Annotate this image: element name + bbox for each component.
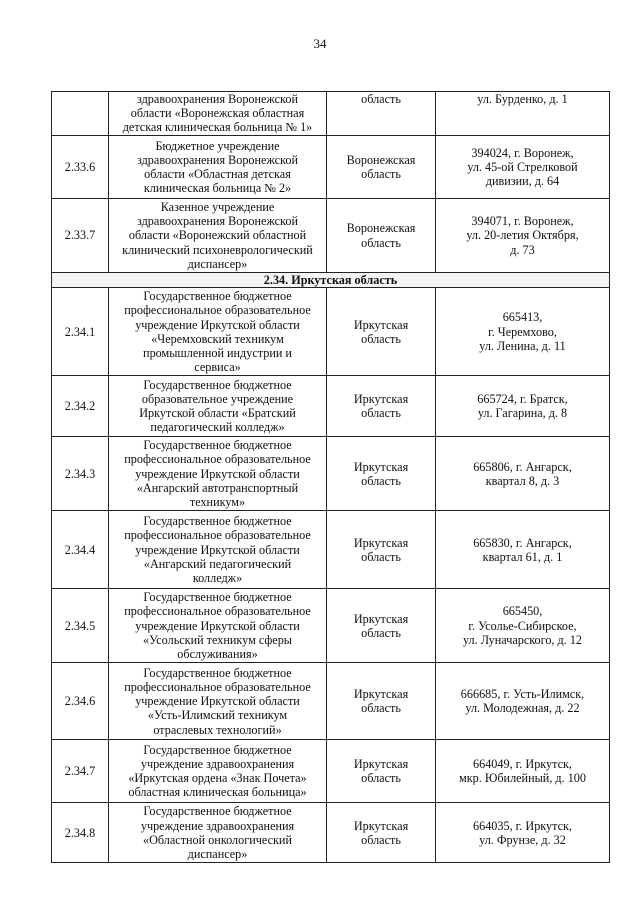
cell-text-line: Воронежская — [346, 152, 416, 167]
table-row — [52, 589, 610, 663]
table-row — [52, 740, 610, 803]
region-cell — [327, 136, 436, 199]
region-cell — [327, 663, 436, 740]
cell-text-line: Государственное бюджетное — [143, 514, 292, 529]
cell-text-line: Воронежская — [346, 221, 416, 236]
row-number-cell: 2.33.7 — [52, 199, 109, 273]
cell-text-line: Государственное бюджетное — [143, 804, 292, 819]
institution-name-cell — [109, 589, 327, 663]
address-cell — [436, 511, 610, 589]
page-number: 34 — [313, 36, 327, 51]
cell-text-line: обслуживания» — [177, 647, 258, 661]
cell-text-line: учреждение Иркутской области — [135, 317, 300, 332]
cell-text-line: здравоохранения Воронежской — [137, 92, 298, 106]
cell-text-line: 665413, — [502, 310, 543, 325]
cell-text-line: область — [361, 701, 401, 716]
cell-text-line: колледж» — [192, 571, 243, 585]
cell-text-line: область — [361, 625, 401, 640]
cell-text-line: 665806, г. Ангарск, — [473, 459, 572, 474]
cell-text-line: учреждение Иркутской области — [135, 694, 300, 709]
table-row — [52, 288, 610, 376]
institution-name-cell — [109, 437, 327, 511]
cell-text-line: г. Черемхово, — [488, 324, 557, 339]
cell-text-line: «Ангарский автотранспортный — [136, 480, 299, 495]
cell-text-line: д. 73 — [510, 242, 535, 257]
institution-name-cell — [109, 740, 327, 803]
cell-text-line: Государственное бюджетное — [143, 438, 292, 453]
cell-text-line: ул. Луначарского, д. 12 — [462, 632, 583, 647]
cell-text-line: Государственное бюджетное — [143, 289, 292, 304]
cell-text-line: профессиональное образовательное — [124, 452, 311, 467]
row-number-cell — [52, 92, 109, 136]
address-cell — [436, 740, 610, 803]
cell-text-line: квартал 8, д. 3 — [485, 473, 560, 488]
cell-text-line: ул. Гагарина, д. 8 — [477, 406, 568, 421]
table-row — [52, 136, 610, 199]
cell-text-line: ул. Ленина, д. 11 — [479, 338, 566, 353]
cell-text-line: промышленной индустрии и — [143, 345, 292, 360]
region-cell — [327, 589, 436, 663]
cell-text-line: область — [361, 167, 401, 181]
cell-text-line: Государственное бюджетное — [143, 665, 292, 680]
region-cell — [327, 199, 436, 273]
cell-text-line: Иркутская — [353, 392, 409, 406]
cell-text-line: «Усть-Илимский техникум — [147, 708, 288, 723]
cell-text-line: «Ангарский педагогический — [143, 556, 292, 571]
cell-text-line: «Черемховский техникум — [151, 331, 284, 346]
cell-text-line: педагогический колледж» — [150, 420, 285, 435]
cell-text-line: здравоохранения Воронежской — [137, 214, 298, 229]
cell-text-line: Иркутская — [353, 317, 409, 332]
cell-text-line: профессиональное образовательное — [124, 528, 311, 543]
cell-text-line: «Областной онкологический — [143, 832, 292, 847]
cell-text-line: 665724, г. Братск, — [477, 392, 568, 406]
address-cell — [436, 199, 610, 273]
institution-name-cell — [109, 663, 327, 740]
cell-text-line: сервиса» — [194, 360, 241, 375]
cell-text-line: область — [361, 771, 401, 786]
cell-text-line: области «Областная детская — [144, 167, 291, 181]
institution-name-cell — [109, 511, 327, 589]
cell-text-line: Государственное бюджетное — [143, 377, 292, 392]
cell-text-line: образовательное учреждение — [141, 392, 294, 406]
row-number-cell: 2.34.1 — [52, 288, 109, 376]
address-cell — [436, 589, 610, 663]
institution-name-cell — [109, 288, 327, 376]
cell-text-line: учреждение здравоохранения — [140, 757, 295, 771]
cell-text-line: профессиональное образовательное — [124, 604, 311, 619]
section-header-group — [52, 273, 610, 288]
cell-text-line: Бюджетное учреждение — [155, 138, 280, 153]
row-number-cell: 2.34.3 — [52, 437, 109, 511]
cell-text-line: 664035, г. Иркутск, — [473, 818, 572, 833]
cell-text-line: клиническая больница № 2» — [143, 181, 292, 196]
table-body-voronezh — [52, 92, 610, 273]
cell-text-line: ул. Молодежная, д. 22 — [465, 701, 580, 716]
cell-text-line: профессиональное образовательное — [124, 679, 311, 694]
registry-table — [51, 91, 610, 863]
region-cell — [327, 803, 436, 863]
cell-text-line: область — [361, 406, 401, 421]
region-cell — [327, 376, 436, 437]
cell-text-line: 394024, г. Воронеж, — [471, 145, 574, 160]
table-row — [52, 511, 610, 589]
cell-text-line: клинический психоневрологический — [122, 242, 313, 257]
cell-text-line: Иркутская — [353, 611, 409, 626]
institution-name-cell — [109, 376, 327, 437]
cell-text-line: Государственное бюджетное — [143, 742, 292, 757]
region-cell — [327, 288, 436, 376]
region-cell — [327, 92, 436, 136]
row-number-cell: 2.34.6 — [52, 663, 109, 740]
cell-text-line: Иркутская — [353, 818, 409, 833]
cell-text-line: мкр. Юбилейный, д. 100 — [459, 771, 586, 786]
cell-text-line: 394071, г. Воронеж, — [471, 214, 574, 229]
cell-text-line: области «Воронежский областной — [128, 228, 307, 243]
table-row — [52, 92, 610, 136]
address-cell — [436, 663, 610, 740]
region-cell — [327, 511, 436, 589]
table-row — [52, 803, 610, 863]
cell-text-line: области «Воронежская областная — [130, 106, 305, 121]
institution-name-cell — [109, 199, 327, 273]
cell-text-line: ул. 20-летия Октября, — [466, 228, 579, 243]
cell-text-line: область — [361, 92, 401, 106]
address-cell — [436, 376, 610, 437]
cell-text-line: дивизии, д. 64 — [485, 174, 560, 189]
cell-text-line: диспансер» — [187, 846, 248, 861]
table-row — [52, 437, 610, 511]
cell-text-line: «Усольский техникум сферы — [143, 632, 292, 647]
cell-text-line: ул. 45-ой Стрелковой — [467, 159, 578, 174]
institution-name-cell — [109, 803, 327, 863]
table-row — [52, 663, 610, 740]
cell-text-line: 666685, г. Усть-Илимск, — [460, 687, 585, 701]
cell-text-line: Казенное учреждение — [160, 199, 275, 214]
table-row — [52, 199, 610, 273]
cell-text-line: 665830, г. Ангарск, — [473, 535, 572, 550]
cell-text-line: Иркутская — [353, 757, 409, 771]
row-number-cell: 2.34.2 — [52, 376, 109, 437]
row-number-cell: 2.34.5 — [52, 589, 109, 663]
address-cell — [436, 136, 610, 199]
cell-text-line: 664049, г. Иркутск, — [473, 757, 572, 771]
cell-text-line: профессиональное образовательное — [124, 303, 311, 318]
cell-text-line: учреждение Иркутской области — [135, 618, 300, 633]
cell-text-line: квартал 61, д. 1 — [482, 549, 563, 564]
cell-text-line: Иркутская — [353, 535, 409, 550]
cell-text-line: область — [361, 473, 401, 488]
row-number-cell: 2.34.7 — [52, 740, 109, 803]
row-number-cell: 2.33.6 — [52, 136, 109, 199]
region-cell — [327, 740, 436, 803]
cell-text-line: г. Усолье-Сибирское, — [468, 618, 577, 633]
address-cell — [436, 803, 610, 863]
cell-text-line: отраслевых технологий» — [153, 722, 282, 737]
cell-text-line: 665450, — [502, 604, 543, 619]
cell-text-line: учреждение Иркутской области — [135, 542, 300, 557]
cell-text-line: областная клиническая больница» — [128, 785, 307, 800]
cell-text-line: ул. Бурденко, д. 1 — [477, 92, 568, 106]
cell-text-line: Иркутская — [353, 459, 409, 474]
address-cell — [436, 288, 610, 376]
region-cell — [327, 437, 436, 511]
cell-text-line: область — [361, 549, 401, 564]
cell-text-line: область — [361, 235, 401, 250]
institution-name-cell — [109, 136, 327, 199]
section-header-row — [52, 273, 610, 288]
cell-text-line: «Иркутская ордена «Знак Почета» — [128, 771, 307, 786]
table-body-irkutsk — [52, 288, 610, 863]
cell-text-line: область — [361, 832, 401, 847]
section-title: 2.34. Иркутская область — [52, 273, 610, 288]
table-row — [52, 376, 610, 437]
cell-text-line: учреждение Иркутской области — [135, 466, 300, 481]
cell-text-line: ул. Фрунзе, д. 32 — [479, 832, 566, 847]
institution-name-cell — [109, 92, 327, 136]
row-number-cell: 2.34.8 — [52, 803, 109, 863]
cell-text-line: здравоохранения Воронежской — [137, 152, 298, 167]
cell-text-line: Иркутской области «Братский — [139, 406, 296, 421]
cell-text-line: область — [361, 331, 401, 346]
cell-text-line: диспансер» — [187, 256, 248, 271]
cell-text-line: детская клиническая больница № 1» — [122, 120, 313, 135]
cell-text-line: техникум» — [189, 495, 246, 509]
cell-text-line: учреждение здравоохранения — [140, 818, 295, 833]
cell-text-line: Иркутская — [353, 687, 409, 701]
row-number-cell: 2.34.4 — [52, 511, 109, 589]
address-cell — [436, 92, 610, 136]
address-cell — [436, 437, 610, 511]
cell-text-line: Государственное бюджетное — [143, 590, 292, 605]
